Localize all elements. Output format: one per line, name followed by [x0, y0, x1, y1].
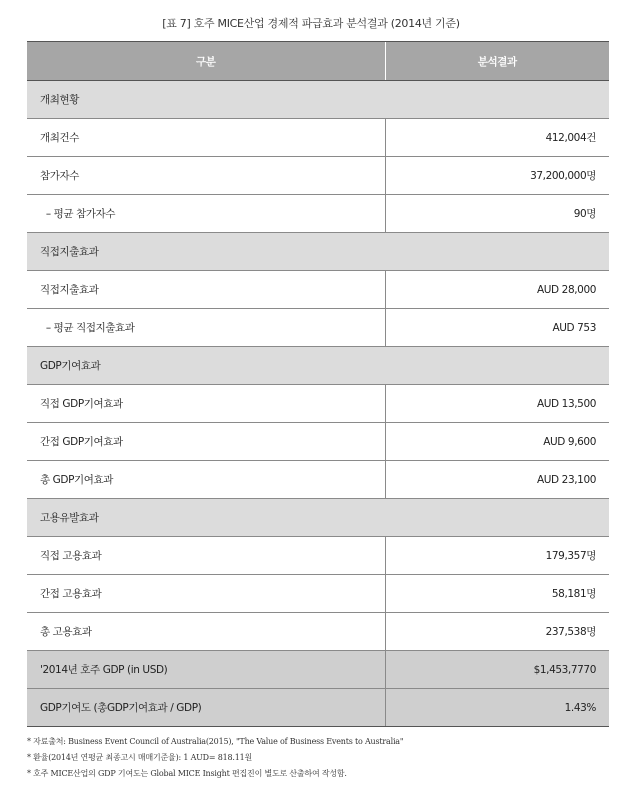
row-label: 직접지출효과: [27, 271, 385, 309]
table-row: [27, 195, 609, 233]
row-label: 직접 GDP기여효과: [27, 385, 385, 423]
row-value: [385, 81, 609, 119]
row-label: 간접 고용효과: [27, 575, 385, 613]
row-label: 총 고용효과: [27, 613, 385, 651]
row-label: 직접 고용효과: [27, 537, 385, 575]
row-value: AUD 23,100: [385, 461, 609, 499]
table-caption: [표 7] 호주 MICE산업 경제적 파급효과 분석결과 (2014년 기준): [162, 17, 460, 30]
row-label: – 평균 참가자수: [27, 195, 385, 233]
table-row: [27, 575, 609, 613]
row-label: 고용유발효과: [27, 499, 385, 537]
table-row: [27, 613, 609, 651]
row-label: 개최건수: [27, 119, 385, 157]
footnotes: [27, 734, 609, 782]
table-row: [27, 119, 609, 157]
footnote-exchange-rate: * 환율(2014년 연평균 최종고시 매매기준율): 1 AUD= 818.11원: [27, 753, 253, 762]
table-row: [27, 385, 609, 423]
table-row: [27, 157, 609, 195]
table-row: [27, 537, 609, 575]
row-value: AUD 753: [385, 309, 609, 347]
row-value: [385, 347, 609, 385]
row-value: [385, 499, 609, 537]
table-row: [27, 423, 609, 461]
row-value: 37,200,000명: [385, 157, 609, 195]
row-label: 간접 GDP기여효과: [27, 423, 385, 461]
header-result: 분석결과: [385, 42, 609, 81]
row-label: – 평균 직접지출효과: [27, 309, 385, 347]
row-value: 412,004건: [385, 119, 609, 157]
row-label: 총 GDP기여효과: [27, 461, 385, 499]
row-label: 개최현황: [27, 81, 385, 119]
table-row: [27, 271, 609, 309]
row-value: AUD 9,600: [385, 423, 609, 461]
summary-row: [27, 689, 609, 727]
mice-effects-table: [27, 41, 609, 727]
summary-row: [27, 651, 609, 689]
footnote-source: * 자료출처: Business Event Council of Australia(2015), "The Value of Business Events to Australia": [27, 737, 404, 746]
row-value: AUD 28,000: [385, 271, 609, 309]
section-row: [27, 233, 609, 271]
row-value: 179,357명: [385, 537, 609, 575]
table-header-row: [27, 42, 609, 81]
header-category: 구분: [27, 42, 385, 81]
section-row: [27, 499, 609, 537]
row-value: 237,538명: [385, 613, 609, 651]
table-row: [27, 309, 609, 347]
row-label: '2014년 호주 GDP (in USD): [27, 651, 385, 689]
row-value: [385, 233, 609, 271]
row-label: GDP기여효과: [27, 347, 385, 385]
row-value: 58,181명: [385, 575, 609, 613]
row-value: 90명: [385, 195, 609, 233]
row-label: 참가자수: [27, 157, 385, 195]
table-row: [27, 461, 609, 499]
footnote-method: * 호주 MICE산업의 GDP 기여도는 Global MICE Insight 편집진이 별도로 산출하여 작성함.: [27, 769, 347, 778]
table-body: [27, 81, 609, 727]
section-row: [27, 347, 609, 385]
row-value: $1,453,7770: [385, 651, 609, 689]
section-row: [27, 81, 609, 119]
row-label: GDP기여도 (총GDP기여효과 / GDP): [27, 689, 385, 727]
row-value: AUD 13,500: [385, 385, 609, 423]
row-value: 1.43%: [385, 689, 609, 727]
row-label: 직접지출효과: [27, 233, 385, 271]
